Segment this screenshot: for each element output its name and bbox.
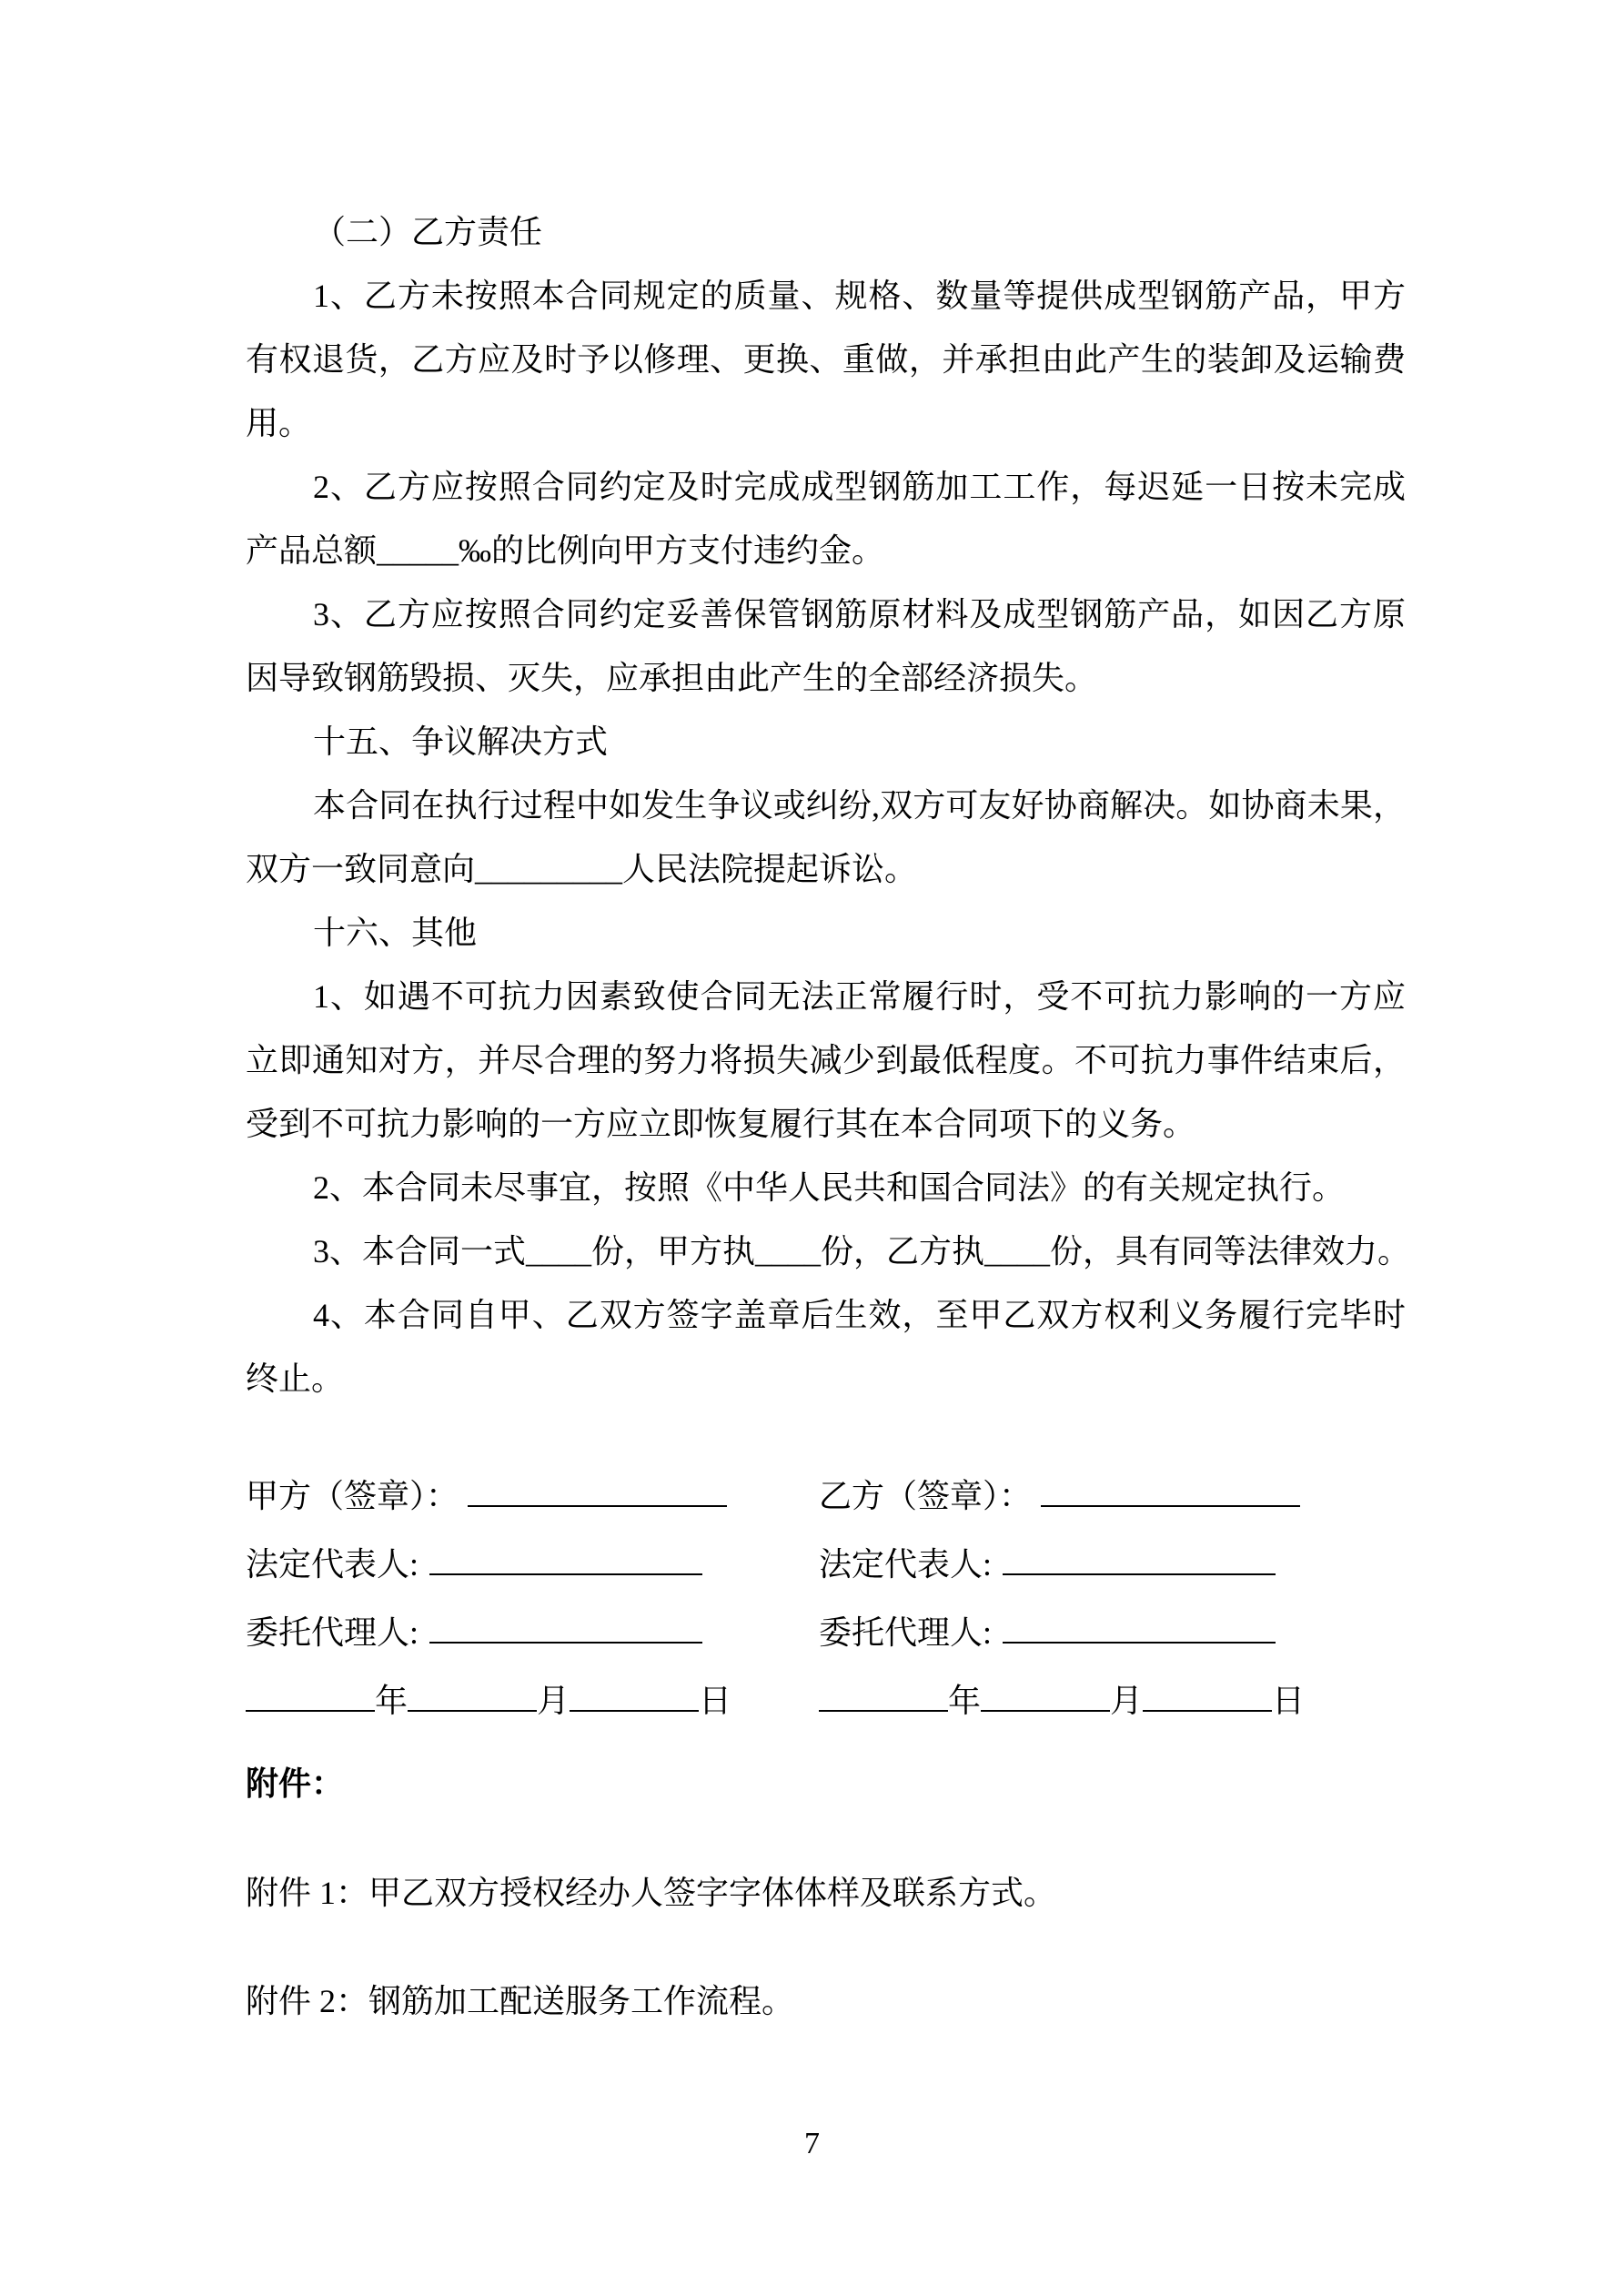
attachments-section <box>246 1752 1406 2078</box>
day-label: 日 <box>699 1683 732 1719</box>
contract-section-heading: 十五、争议解决方式 <box>313 723 609 760</box>
party-b-signature-column <box>819 1462 1406 1735</box>
contract-line: （二）乙方责任 <box>313 214 543 250</box>
party-a-legal-rep-blank-line <box>429 1546 702 1575</box>
contract-line: 因导致钢筋毁损、灭失，应承担由此产生的全部经济损失。 <box>246 660 1098 696</box>
party-b-agent-blank-line <box>1003 1614 1276 1644</box>
signature-section <box>246 1462 1419 1745</box>
party-a-signature-column <box>246 1462 832 1735</box>
contract-line: 3、本合同一式____份，甲方执____份，乙方执____份，具有同等法律效力。 <box>313 1233 1411 1269</box>
party-b-seal-label: 乙方（签章）： <box>819 1478 1033 1514</box>
year-label: 年 <box>375 1683 409 1719</box>
month-label: 月 <box>1110 1683 1144 1719</box>
contract-line: 终止。 <box>246 1360 345 1397</box>
party-a-date-row <box>246 1667 832 1735</box>
party-a-agent-row <box>246 1599 832 1667</box>
day-blank-line <box>570 1683 699 1712</box>
contract-line: 立即通知对方，并尽合理的努力将损失减少到最低程度。不可抗力事件结束后， <box>246 1042 1406 1078</box>
party-b-legal-rep-blank-line <box>1003 1546 1276 1575</box>
contract-line: 3、乙方应按照合同约定妥善保管钢筋原材料及成型钢筋产品，如因乙方原 <box>313 596 1406 632</box>
party-a-signature-row <box>246 1462 832 1531</box>
party-a-agent-label: 委托代理人: <box>246 1614 419 1651</box>
month-label: 月 <box>537 1683 570 1719</box>
party-b-seal-blank-line <box>1041 1478 1300 1507</box>
party-a-seal-label: 甲方（签章）： <box>246 1478 459 1514</box>
party-b-legal-rep-row <box>819 1531 1406 1599</box>
attachment-item: 附件 1：甲乙双方授权经办人签字字体体样及联系方式。 <box>246 1875 1057 1911</box>
year-blank-line <box>246 1683 375 1712</box>
year-blank-line <box>819 1683 948 1712</box>
page-number: 7 <box>804 2127 820 2160</box>
attachment-item: 附件 2：钢筋加工配送服务工作流程。 <box>246 1983 795 2019</box>
party-b-signature-row <box>819 1462 1406 1531</box>
contract-line: 产品总额_____‰的比例向甲方支付违约金。 <box>246 532 885 569</box>
party-b-legal-rep-label: 法定代表人: <box>819 1546 993 1583</box>
month-blank-line <box>981 1683 1110 1712</box>
contract-line: 1、如遇不可抗力因素致使合同无法正常履行时，受不可抗力影响的一方应 <box>313 978 1406 1015</box>
contract-line: 2、本合同未尽事宜，按照《中华人民共和国合同法》的有关规定执行。 <box>313 1169 1346 1206</box>
contract-line: 本合同在执行过程中如发生争议或纠纷,双方可友好协商解决。如协商未果， <box>313 787 1406 824</box>
contract-line: 有权退货，乙方应及时予以修理、更换、重做，并承担由此产生的装卸及运输费 <box>246 341 1406 378</box>
day-blank-line <box>1143 1683 1272 1712</box>
contract-line: 受到不可抗力影响的一方应立即恢复履行其在本合同项下的义务。 <box>246 1106 1196 1142</box>
party-b-agent-label: 委托代理人: <box>819 1614 993 1651</box>
party-a-legal-rep-row <box>246 1531 832 1599</box>
party-a-agent-blank-line <box>429 1614 702 1644</box>
contract-body <box>246 200 1411 1411</box>
party-b-agent-row <box>819 1599 1406 1667</box>
attachments-heading: 附件： <box>246 1765 345 1802</box>
contract-section-heading: 十六、其他 <box>313 915 478 951</box>
contract-line: 用。 <box>246 405 312 441</box>
party-a-seal-blank-line <box>468 1478 727 1507</box>
month-blank-line <box>408 1683 537 1712</box>
party-b-date-row <box>819 1667 1406 1735</box>
contract-line: 2、乙方应按照合同约定及时完成成型钢筋加工工作，每迟延一日按未完成 <box>313 469 1406 505</box>
contract-line: 1、乙方未按照本合同规定的质量、规格、数量等提供成型钢筋产品，甲方 <box>313 278 1406 314</box>
contract-line: 双方一致同意向_________人民法院提起诉讼。 <box>246 851 918 887</box>
party-a-legal-rep-label: 法定代表人: <box>246 1546 419 1583</box>
year-label: 年 <box>948 1683 982 1719</box>
contract-line: 4、本合同自甲、乙双方签字盖章后生效，至甲乙双方权利义务履行完毕时 <box>313 1297 1406 1333</box>
day-label: 日 <box>1272 1683 1306 1719</box>
